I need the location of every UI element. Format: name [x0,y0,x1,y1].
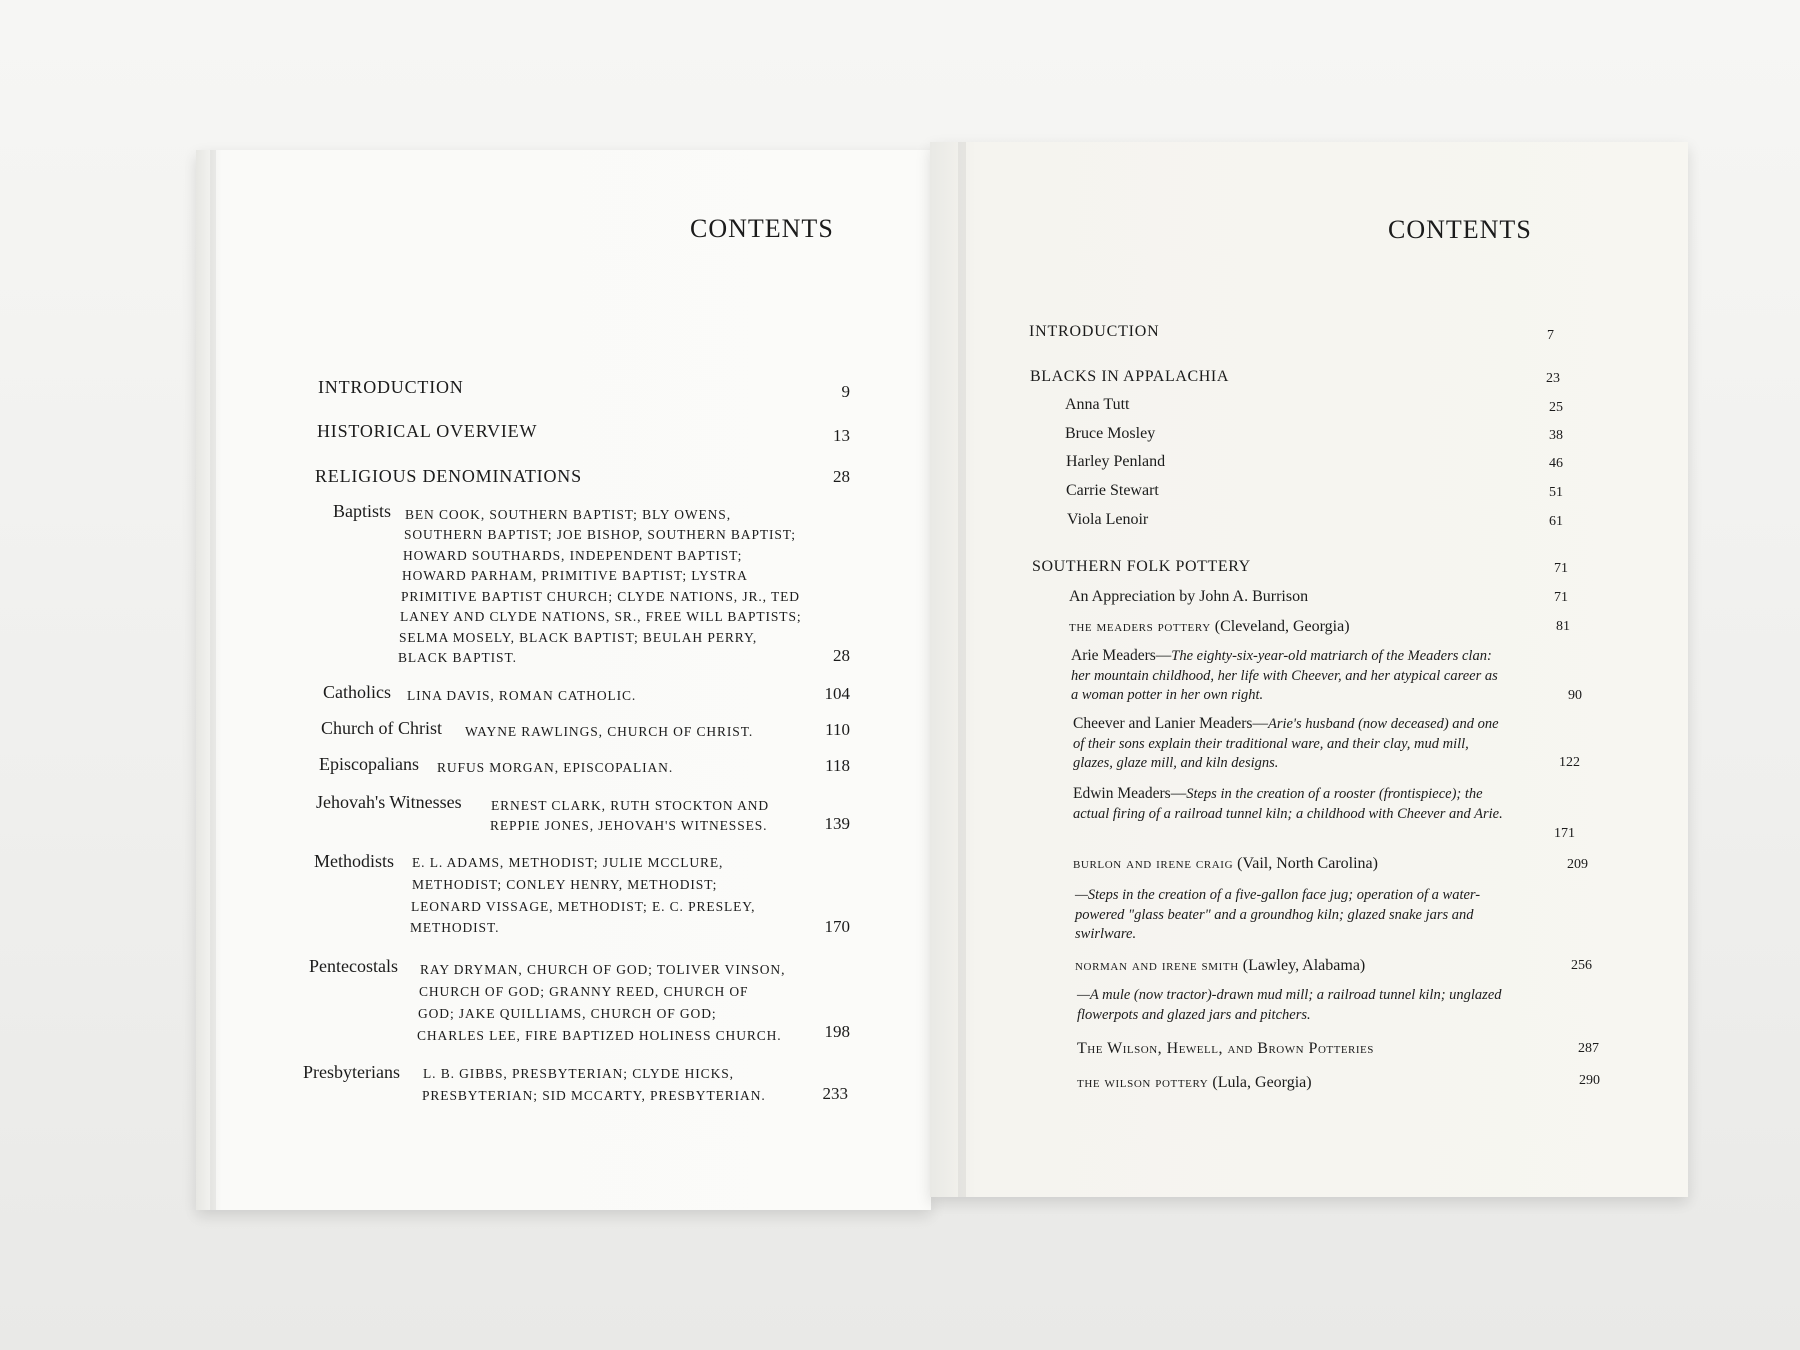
denomination-church-of-christ-line-1: WAYNE RAWLINGS, CHURCH OF CHRIST. [465,724,754,739]
denomination-jehovahs-witnesses-page: 139 [824,814,850,833]
right-entry-introduction-page: 7 [1547,328,1554,343]
pottery-edwin-name: Edwin Meaders— [1073,785,1187,802]
blacks-item-viola-lenoir-page: 61 [1549,514,1563,529]
denomination-methodists-line-1: E. L. ADAMS, METHODIST; JULIE MCCLURE, [412,855,724,870]
denomination-baptists-line-8: BLACK BAPTIST. [398,650,517,665]
pottery-wilson-heading [1077,1074,1312,1092]
left-entry-introduction: INTRODUCTION [318,377,464,397]
denomination-pentecostals-page: 198 [824,1022,850,1041]
denomination-methodists: Methodists [314,851,395,871]
pottery-craig-description: —Steps in the creation of a five-gallon face jug; operation of a water-powered "glass beater" and a groundhog kiln; glazed snake jars and swirlware. [1075,887,1481,942]
pottery-smith-label: norman and irene smith [1075,958,1239,974]
pottery-craig-heading [1073,855,1378,873]
pottery-wilson-group-page: 287 [1578,1041,1599,1056]
denomination-baptists-line-4: HOWARD PARHAM, PRIMITIVE BAPTIST; LYSTRA [402,568,748,583]
denomination-presbyterians-line-1: L. B. GIBBS, PRESBYTERIAN; CLYDE HICKS, [423,1066,734,1081]
denomination-presbyterians: Presbyterians [303,1062,400,1082]
denomination-jehovahs-witnesses-line-1: ERNEST CLARK, RUTH STOCKTON AND [491,798,770,813]
pottery-smith-description: —A mule (now tractor)-drawn mud mill; a railroad tunnel kiln; unglazed flowerpots and glazed jars and pitchers. [1077,987,1502,1023]
denomination-pentecostals-line-1: RAY DRYMAN, CHURCH OF GOD; TOLIVER VINSON, [420,962,786,977]
pottery-cheever-page: 122 [1559,755,1580,770]
pottery-wilson-place: (Lula, Georgia) [1212,1074,1312,1091]
blacks-item-anna-tutt-page: 25 [1549,400,1563,415]
denomination-church-of-christ-page: 110 [825,720,850,739]
denomination-presbyterians-line-2: PRESBYTERIAN; SID MCCARTY, PRESBYTERIAN. [422,1088,766,1103]
left-book-spine [210,150,216,1210]
blacks-item-viola-lenoir: Viola Lenoir [1067,511,1149,528]
pottery-wilson-page: 290 [1579,1073,1600,1088]
pottery-arie-entry [1071,646,1503,706]
right-entry-blacks-page: 23 [1546,371,1560,386]
left-book-page [196,150,931,1210]
pottery-smith-place: (Lawley, Alabama) [1242,957,1366,974]
denomination-methodists-line-4: METHODIST. [410,920,500,935]
pottery-smith-page: 256 [1571,958,1592,973]
denomination-jehovahs-witnesses-line-2: REPPIE JONES, JEHOVAH'S WITNESSES. [490,818,768,833]
blacks-item-carrie-stewart-page: 51 [1549,485,1563,500]
denomination-baptists-line-3: HOWARD SOUTHARDS, INDEPENDENT BAPTIST; [403,548,743,563]
denomination-pentecostals-line-3: GOD; JAKE QUILLIAMS, CHURCH OF GOD; [418,1006,717,1021]
pottery-wilson-label: the wilson pottery [1077,1075,1209,1091]
blacks-item-anna-tutt: Anna Tutt [1065,396,1130,413]
pottery-meaders-place: (Cleveland, Georgia) [1214,618,1350,635]
pottery-cheever-description: Arie's husband (now deceased) and one of their sons explain their traditional ware, and their clay, mud mill, glazes, glaze mill, and kiln designs. [1073,716,1499,771]
blacks-item-bruce-mosley-page: 38 [1549,428,1563,443]
blacks-item-harley-penland-page: 46 [1549,456,1563,471]
pottery-edwin-description: Steps in the creation of a rooster (frontispiece); the actual firing of a railroad tunnel kiln; a childhood with Cheever and Arie. [1073,786,1503,822]
left-entry-religious-denominations-page: 28 [833,467,850,486]
denomination-baptists: Baptists [333,501,392,521]
right-entry-southern-folk-pottery: SOUTHERN FOLK POTTERY [1032,558,1251,575]
right-book-spine [958,142,966,1197]
pottery-appreciation-page: 71 [1554,590,1568,605]
denomination-catholics-line-1: LINA DAVIS, ROMAN CATHOLIC. [407,688,637,703]
right-entry-blacks-in-appalachia: BLACKS IN APPALACHIA [1030,368,1229,385]
denomination-methodists-page: 170 [824,917,850,936]
denomination-baptists-line-6: LANEY AND CLYDE NATIONS, SR., FREE WILL BAPTISTS; [400,609,802,624]
pottery-cheever-entry [1073,714,1507,774]
pottery-craig-page: 209 [1567,857,1588,872]
pottery-cheever-name: Cheever and Lanier Meaders— [1073,715,1268,732]
right-entry-pottery-page: 71 [1554,561,1568,576]
denomination-methodists-line-3: LEONARD VISSAGE, METHODIST; E. C. PRESLEY, [411,899,756,914]
pottery-meaders-page: 81 [1556,619,1570,634]
denomination-baptists-line-2: SOUTHERN BAPTIST; JOE BISHOP, SOUTHERN BAPTIST; [404,527,796,542]
pottery-appreciation: An Appreciation by John A. Burrison [1069,588,1309,605]
pottery-edwin-page: 171 [1554,826,1575,841]
denomination-church-of-christ: Church of Christ [321,718,442,738]
pottery-meaders-heading [1069,618,1350,636]
left-entry-historical-overview: HISTORICAL OVERVIEW [317,421,538,441]
pottery-meaders-label: the meaders pottery [1069,619,1211,635]
denomination-presbyterians-page: 233 [822,1084,848,1103]
denomination-baptists-page: 28 [833,646,850,665]
pottery-craig-label: burlon and irene craig [1073,856,1234,872]
denomination-pentecostals-line-4: CHARLES LEE, FIRE BAPTIZED HOLINESS CHURCH. [417,1028,782,1043]
blacks-item-carrie-stewart: Carrie Stewart [1066,482,1159,499]
denomination-baptists-line-1: BEN COOK, SOUTHERN BAPTIST; BLY OWENS, [405,507,731,522]
pottery-arie-page: 90 [1568,688,1582,703]
pottery-smith-heading [1075,957,1365,975]
denomination-episcopalians-line-1: RUFUS MORGAN, EPISCOPALIAN. [437,760,674,775]
denomination-baptists-line-5: PRIMITIVE BAPTIST CHURCH; CLYDE NATIONS, JR., TED [401,589,800,604]
right-entry-introduction: INTRODUCTION [1029,323,1160,340]
pottery-craig-place: (Vail, North Carolina) [1237,855,1378,872]
denomination-episcopalians: Episcopalians [319,754,419,774]
denomination-jehovahs-witnesses: Jehovah's Witnesses [316,792,462,812]
pottery-wilson-group: The Wilson, Hewell, and Brown Potteries [1077,1040,1374,1057]
right-contents-heading: CONTENTS [1388,215,1532,244]
blacks-item-harley-penland: Harley Penland [1066,453,1166,470]
denomination-catholics: Catholics [323,682,391,702]
left-entry-religious-denominations: RELIGIOUS DENOMINATIONS [315,466,582,486]
denomination-pentecostals: Pentecostals [309,956,398,976]
denomination-catholics-page: 104 [824,684,850,703]
denomination-pentecostals-line-2: CHURCH OF GOD; GRANNY REED, CHURCH OF [419,984,749,999]
denomination-baptists-line-7: SELMA MOSELY, BLACK BAPTIST; BEULAH PERRY, [399,630,758,645]
blacks-item-bruce-mosley: Bruce Mosley [1065,425,1156,442]
pottery-arie-name: Arie Meaders— [1071,647,1172,664]
pottery-arie-description: The eighty-six-year-old matriarch of the Meaders clan: her mountain childhood, her life with Cheever, and her atypical career as a woman potter in her own right. [1071,648,1498,703]
left-entry-historical-overview-page: 13 [833,426,850,445]
left-entry-introduction-page: 9 [841,382,850,401]
left-contents-heading: CONTENTS [690,214,834,243]
denomination-methodists-line-2: METHODIST; CONLEY HENRY, METHODIST; [412,877,718,892]
denomination-episcopalians-page: 118 [825,756,850,775]
pottery-edwin-entry [1073,784,1509,824]
